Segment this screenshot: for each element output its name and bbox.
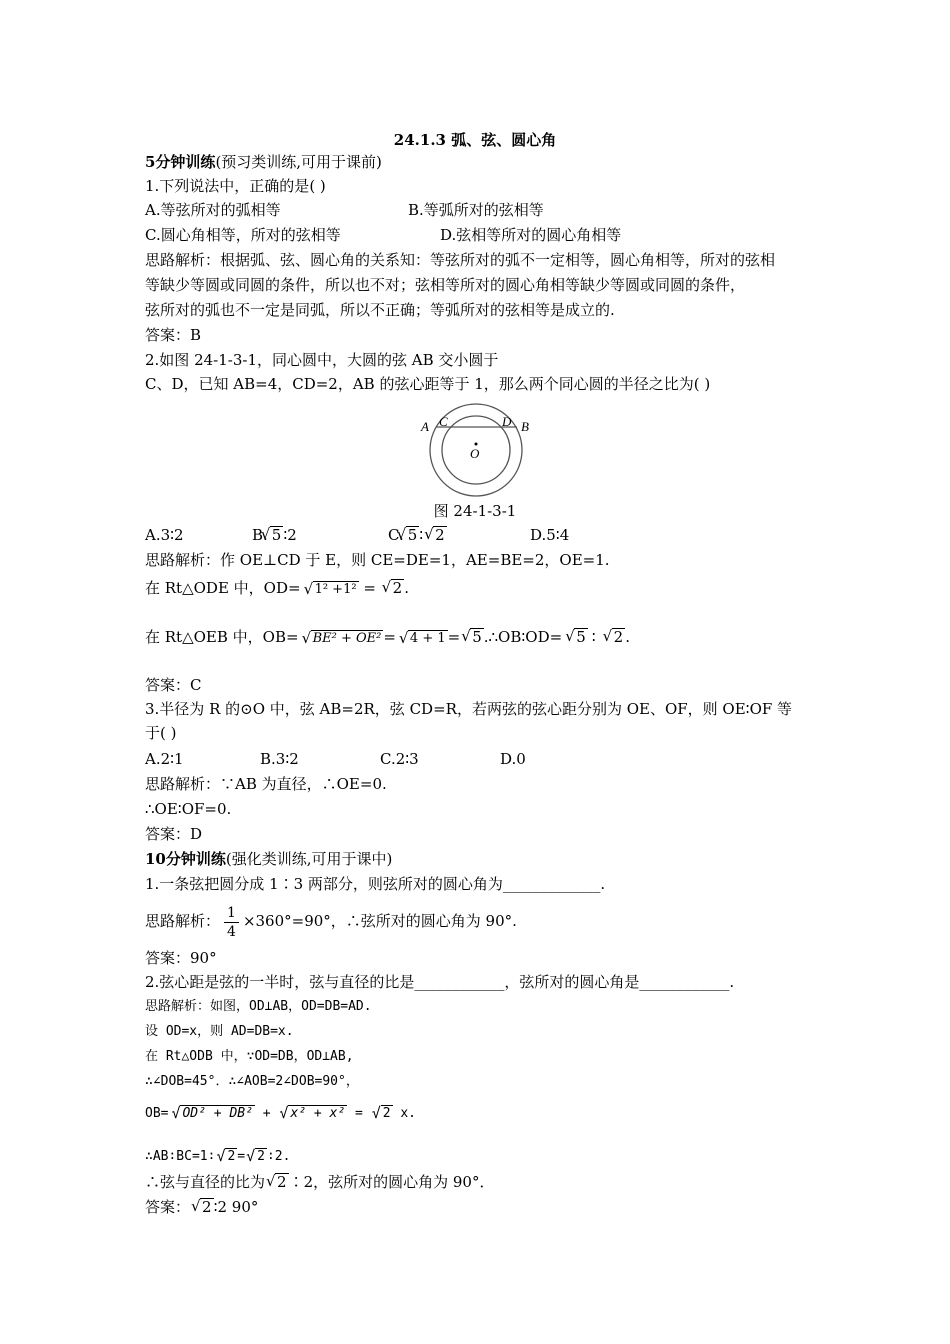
q4-stem: 1.一条弦把圆分成 1∶3 两部分，则弦所对的圆心角为_____________.	[145, 875, 606, 893]
q3-option-c: C.2∶3	[380, 750, 419, 768]
q4-answer: 答案：90°	[145, 949, 217, 967]
q5-analysis-7: ∴弦与直径的比为√ 2 ∶2，弦所对的圆心角为 90°．	[145, 1172, 494, 1192]
page-title: 24.1.3 弧、弦、圆心角	[393, 131, 557, 149]
q2-option-b: B.√ 5 ∶2	[252, 525, 297, 545]
figure-caption: 图 24-1-3-1	[433, 502, 517, 520]
q1-option-d: D.弦相等所对的圆心角相等	[440, 226, 622, 244]
label-d: D	[502, 414, 512, 429]
q5-analysis-4: ∴∠DOB=45°．∴∠AOB=2∠DOB=90°，	[145, 1074, 359, 1089]
q2-option-c: C.√ 5 ∶√ 2	[388, 525, 447, 545]
q3-analysis-1: 思路解析：∵AB 为直径，∴OE=0.	[145, 775, 387, 793]
section2-heading: 10分钟训练	[145, 850, 226, 868]
q2-option-d: D.5∶4	[530, 526, 570, 544]
q3-stem-1: 3.半径为 R 的⊙O 中，弦 AB=2R，弦 CD=R，若两弦的弦心距分别为 OE、OF，则 OE∶OF 等	[145, 700, 793, 718]
q1-option-a: A.等弦所对的弧相等	[145, 201, 281, 219]
q3-analysis-2: ∴OE∶OF=0.	[145, 800, 232, 818]
section2-heading-line	[145, 849, 392, 869]
q3-answer: 答案：D	[145, 825, 203, 843]
q3-option-a: A.2∶1	[145, 750, 184, 768]
q5-analysis-2: 设 OD=x，则 AD=DB=x.	[145, 1024, 294, 1039]
label-c: C	[439, 414, 448, 429]
q3-option-d: D.0	[500, 750, 526, 768]
section1-heading-line	[145, 152, 382, 172]
label-b: B	[521, 419, 529, 434]
q1-analysis-1: 思路解析：根据弧、弦、圆心角的关系知：等弦所对的弧不一定相等，圆心角相等，所对的弦相	[145, 251, 776, 269]
q1-analysis-2: 等缺少等圆或同圆的条件，所以也不对；弦相等所对的圆心角相等缺少等圆或同圆的条件，	[145, 276, 746, 294]
concentric-circles-figure	[412, 400, 542, 500]
q5-analysis-6: ∴AB∶BC=1∶√ 2 =√ 2 ∶2.	[145, 1147, 290, 1167]
q3-option-b: B.3∶2	[260, 750, 299, 768]
q5-answer: 答案：√ 2 ∶2 90°	[145, 1197, 258, 1217]
section1-note: (预习类训练,可用于课前)	[215, 153, 382, 171]
q2-stem-2: C、D，已知 AB=4，CD=2，AB 的弦心距等于 1，那么两个同心圆的半径之比为( )	[145, 375, 711, 393]
q1-answer: 答案：B	[145, 326, 202, 344]
q5-analysis-1: 思路解析：如图，OD⊥AB，OD=DB=AD.	[145, 999, 372, 1014]
q1-analysis-3: 弦所对的弧也不一定是同弧，所以不正确；等弧所对的弦相等是成立的.	[145, 301, 615, 319]
q2-option-a: A.3∶2	[145, 526, 184, 544]
q2-stem-1: 2.如图 24-1-3-1，同心圆中，大圆的弦 AB 交小圆于	[145, 351, 499, 369]
q4-analysis: 思路解析： $\frac{1}{4}$ ×360°=90°，∴弦所对的圆心角为 90°.	[145, 904, 517, 940]
q2-answer: 答案：C	[145, 676, 202, 694]
q3-stem-2: 于( )	[145, 724, 177, 742]
q2-analysis-1: 思路解析：作 OE⊥CD 于 E，则 CE=DE=1，AE=BE=2，OE=1.	[145, 551, 610, 569]
section1-heading: 5分钟训练	[145, 153, 216, 171]
q5-stem: 2.弦心距是弦的一半时，弦与直径的比是____________，弦所对的圆心角是____________.	[145, 973, 735, 991]
q2-analysis-2: 在 Rt△ODE 中，OD=√ 1² +1² = √ 2 .	[145, 578, 409, 598]
q1-option-b: B.等弧所对的弦相等	[408, 201, 544, 219]
label-a: A	[421, 419, 429, 434]
q5-analysis-5: OB=√ OD² + DB² + √ x² + x² = √ 2 x.	[145, 1104, 416, 1124]
q2-analysis-3: 在 Rt△OEB 中，OB=√ BE² + OE² =√ 4 + 1 =√ 5 .∴OB∶OD=√ 5 ∶√ 2 .	[145, 627, 630, 647]
label-o: O	[470, 446, 480, 461]
section2-note: (强化类训练,可用于课中)	[225, 850, 393, 868]
q5-analysis-3: 在 Rt△ODB 中，∵OD=DB，OD⊥AB,	[145, 1049, 354, 1064]
q1-option-c: C.圆心角相等，所对的弦相等	[145, 226, 341, 244]
q1-stem: 1.下列说法中，正确的是( )	[145, 177, 326, 195]
